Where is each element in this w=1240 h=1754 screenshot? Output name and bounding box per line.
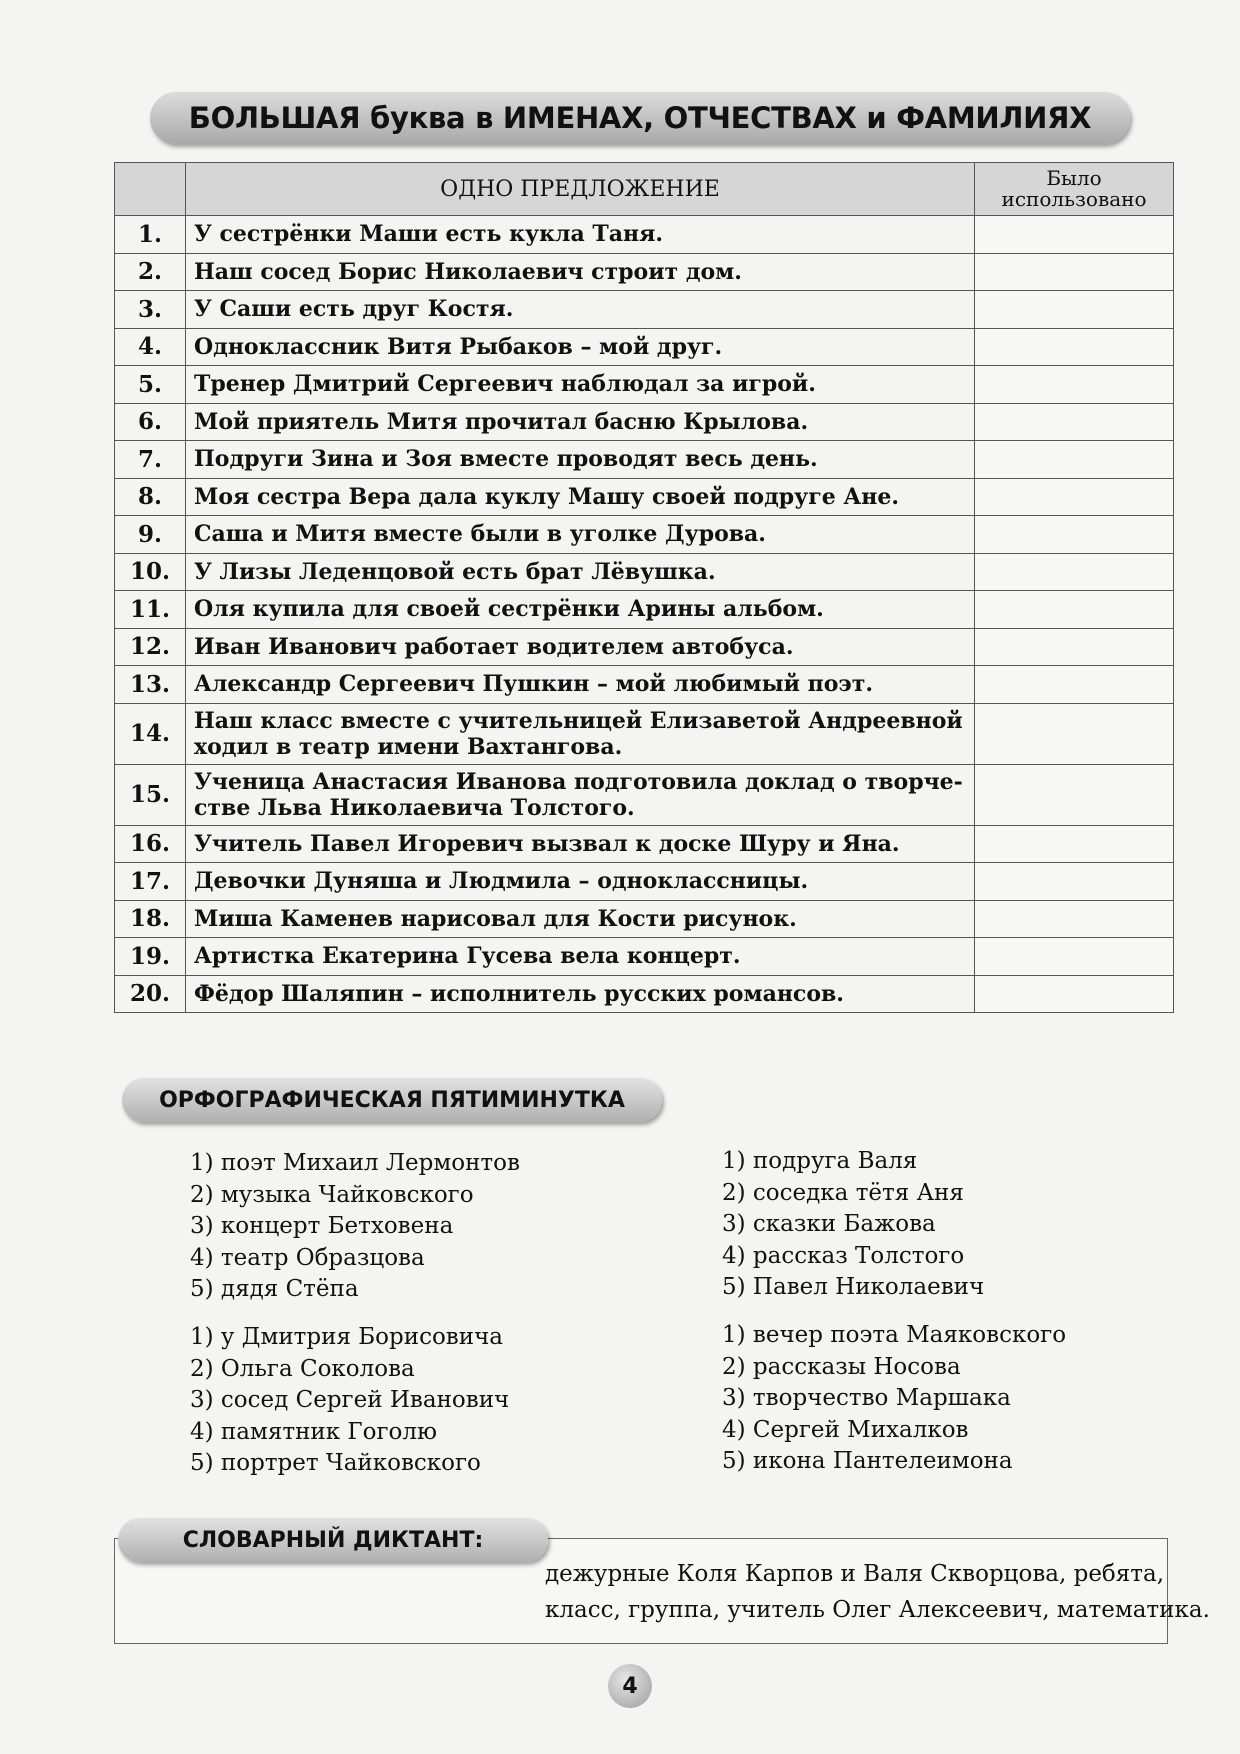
row-used-checkbox-cell[interactable] — [975, 938, 1174, 976]
row-used-checkbox-cell[interactable] — [975, 441, 1174, 479]
row-number: 11. — [115, 591, 186, 629]
row-used-checkbox-cell[interactable] — [975, 825, 1174, 863]
list-item: 2) рассказы Носова — [722, 1353, 961, 1380]
row-used-checkbox-cell[interactable] — [975, 764, 1174, 825]
sentence-line: Учитель Павел Игоревич вызвал к доске Шуру и Яна. — [194, 830, 900, 857]
drill-heading: ОРФОГРАФИЧЕСКАЯ ПЯТИМИНУТКА — [122, 1078, 662, 1122]
row-sentence — [186, 403, 975, 441]
row-number: 14. — [115, 703, 186, 764]
table-row — [115, 291, 1174, 329]
row-sentence — [186, 253, 975, 291]
list-item: 3) сосед Сергей Иванович — [190, 1387, 510, 1413]
row-sentence — [186, 441, 975, 479]
table-row — [115, 328, 1174, 366]
header-used-line-1: Было — [1046, 166, 1102, 190]
sentence-line: Подруги Зина и Зоя вместе проводят весь день. — [194, 446, 818, 473]
sentence-line: Артистка Екатерина Гусева вела концерт. — [194, 943, 741, 970]
row-number: 1. — [115, 216, 186, 254]
row-number: 9. — [115, 516, 186, 554]
row-number: 20. — [115, 975, 186, 1013]
row-used-checkbox-cell[interactable] — [975, 591, 1174, 629]
row-used-checkbox-cell[interactable] — [975, 516, 1174, 554]
list-item: 4) рассказ Толстого — [722, 1242, 965, 1269]
table-row — [115, 975, 1174, 1013]
table-row — [115, 764, 1174, 825]
list-item: 4) Сергей Михалков — [722, 1416, 969, 1443]
sentence-line: стве Льва Николаевича Толстого. — [194, 794, 635, 821]
row-number: 2. — [115, 253, 186, 291]
list-item: 2) Ольга Соколова — [190, 1355, 415, 1382]
row-number: 5. — [115, 366, 186, 404]
dictation-heading: СЛОВАРНЫЙ ДИКТАНТ: — [118, 1518, 548, 1562]
row-sentence — [186, 216, 975, 254]
sentence-line: Одноклассник Витя Рыбаков – мой друг. — [194, 333, 723, 360]
table-row — [115, 666, 1174, 704]
row-number: 3. — [115, 291, 186, 329]
row-sentence — [186, 666, 975, 704]
header-number-cell — [115, 163, 186, 216]
row-used-checkbox-cell[interactable] — [975, 628, 1174, 666]
sentence-line: У сестрёнки Маши есть кукла Таня. — [194, 221, 664, 248]
sentences-table — [114, 162, 1174, 1013]
row-sentence — [186, 328, 975, 366]
list-item: 1) у Дмитрия Борисовича — [190, 1324, 504, 1350]
row-used-checkbox-cell[interactable] — [975, 366, 1174, 404]
row-used-checkbox-cell[interactable] — [975, 553, 1174, 591]
sentence-line: У Саши есть друг Костя. — [194, 296, 514, 323]
row-used-checkbox-cell[interactable] — [975, 975, 1174, 1013]
row-number: 16. — [115, 825, 186, 863]
sentence-line: Мой приятель Митя прочитал басню Крылова. — [194, 408, 809, 435]
list-item: 5) дядя Стёпа — [190, 1276, 359, 1302]
drill-list-3 — [190, 1322, 509, 1480]
list-item: 1) вечер поэта Маяковского — [722, 1322, 1067, 1348]
list-item: 3) творчество Маршака — [722, 1385, 1011, 1411]
row-sentence — [186, 478, 975, 516]
header-used-cell — [975, 163, 1174, 216]
sentence-line: Александр Сергеевич Пушкин – мой любимый поэт. — [194, 671, 874, 698]
row-sentence — [186, 291, 975, 329]
row-used-checkbox-cell[interactable] — [975, 478, 1174, 516]
table-row — [115, 553, 1174, 591]
list-item: 5) икона Пантелеимона — [722, 1448, 1013, 1474]
list-item: 1) подруга Валя — [722, 1148, 918, 1174]
drill-list-2 — [722, 1146, 984, 1304]
list-item: 4) памятник Гоголю — [190, 1418, 438, 1445]
table-row — [115, 253, 1174, 291]
table-row — [115, 403, 1174, 441]
list-item: 4) театр Образцова — [190, 1244, 425, 1271]
sentence-line: Фёдор Шаляпин – исполнитель русских романсов. — [194, 980, 844, 1007]
table-row — [115, 703, 1174, 764]
sentence-line: Оля купила для своей сестрёнки Арины альбом. — [194, 596, 824, 623]
sentence-line: Наш сосед Борис Николаевич строит дом. — [194, 258, 742, 285]
row-number: 17. — [115, 863, 186, 901]
row-used-checkbox-cell[interactable] — [975, 291, 1174, 329]
table-header-row — [115, 163, 1174, 216]
row-used-checkbox-cell[interactable] — [975, 666, 1174, 704]
page-title: БОЛЬШАЯ буква в ИМЕНАХ, ОТЧЕСТВАХ и ФАМИЛИЯХ — [150, 92, 1130, 144]
sentence-line: У Лизы Леденцовой есть брат Лёвушка. — [194, 558, 716, 585]
row-sentence — [186, 900, 975, 938]
sentence-line: Миша Каменев нарисовал для Кости рисунок. — [194, 905, 797, 932]
drill-list-4 — [722, 1320, 1066, 1478]
drill-list-1 — [190, 1148, 520, 1306]
row-number: 18. — [115, 900, 186, 938]
row-sentence — [186, 553, 975, 591]
row-number: 7. — [115, 441, 186, 479]
table-row — [115, 478, 1174, 516]
row-used-checkbox-cell[interactable] — [975, 328, 1174, 366]
list-item: 2) соседка тётя Аня — [722, 1179, 964, 1206]
row-sentence — [186, 975, 975, 1013]
row-used-checkbox-cell[interactable] — [975, 863, 1174, 901]
sentence-line: Девочки Дуняша и Людмила – одноклассницы. — [194, 868, 809, 895]
table-row — [115, 628, 1174, 666]
list-item: 3) концерт Бетховена — [190, 1213, 454, 1239]
sentence-line: Моя сестра Вера дала куклу Машу своей подруге Ане. — [194, 483, 900, 510]
row-sentence — [186, 591, 975, 629]
row-sentence — [186, 703, 975, 764]
table-row — [115, 441, 1174, 479]
table-row — [115, 825, 1174, 863]
row-number: 8. — [115, 478, 186, 516]
dictation-line-2: класс, группа, учитель Олег Алексеевич, математика. — [545, 1597, 1210, 1623]
row-sentence — [186, 863, 975, 901]
table-row — [115, 938, 1174, 976]
table-row — [115, 591, 1174, 629]
header-sentence-cell: ОДНО ПРЕДЛОЖЕНИЕ — [186, 163, 975, 216]
row-sentence — [186, 628, 975, 666]
row-sentence — [186, 764, 975, 825]
row-used-checkbox-cell[interactable] — [975, 703, 1174, 764]
sentence-line: Наш класс вместе с учительницей Елизаветой Андреевной — [194, 707, 963, 734]
row-sentence — [186, 516, 975, 554]
table-row — [115, 366, 1174, 404]
page-number: 4 — [608, 1664, 652, 1708]
row-sentence — [186, 938, 975, 976]
row-number: 4. — [115, 328, 186, 366]
list-item: 1) поэт Михаил Лермонтов — [190, 1150, 520, 1176]
table-row — [115, 863, 1174, 901]
row-number: 10. — [115, 553, 186, 591]
sentence-line: Иван Иванович работает водителем автобуса. — [194, 633, 794, 660]
table-row — [115, 516, 1174, 554]
sentence-line: Ученица Анастасия Иванова подготовила доклад о творче- — [194, 768, 963, 795]
sentence-line: ходил в театр имени Вахтангова. — [194, 733, 623, 760]
row-sentence — [186, 825, 975, 863]
dictation-line-1: дежурные Коля Карпов и Валя Скворцова, ребята, — [545, 1561, 1165, 1587]
sentence-line: Тренер Дмитрий Сергеевич наблюдал за игрой. — [194, 371, 816, 398]
row-number: 13. — [115, 666, 186, 704]
header-used-line-2: использовано — [1001, 187, 1147, 211]
row-used-checkbox-cell[interactable] — [975, 253, 1174, 291]
row-used-checkbox-cell[interactable] — [975, 403, 1174, 441]
row-used-checkbox-cell[interactable] — [975, 216, 1174, 254]
row-sentence — [186, 366, 975, 404]
row-number: 19. — [115, 938, 186, 976]
list-item: 2) музыка Чайковского — [190, 1181, 474, 1208]
list-item: 5) Павел Николаевич — [722, 1274, 985, 1300]
table-row — [115, 900, 1174, 938]
row-number: 15. — [115, 764, 186, 825]
table-row — [115, 216, 1174, 254]
sentence-line: Саша и Митя вместе были в уголке Дурова. — [194, 521, 766, 548]
row-number: 12. — [115, 628, 186, 666]
row-used-checkbox-cell[interactable] — [975, 900, 1174, 938]
list-item: 3) сказки Бажова — [722, 1211, 936, 1237]
row-number: 6. — [115, 403, 186, 441]
list-item: 5) портрет Чайковского — [190, 1450, 481, 1476]
